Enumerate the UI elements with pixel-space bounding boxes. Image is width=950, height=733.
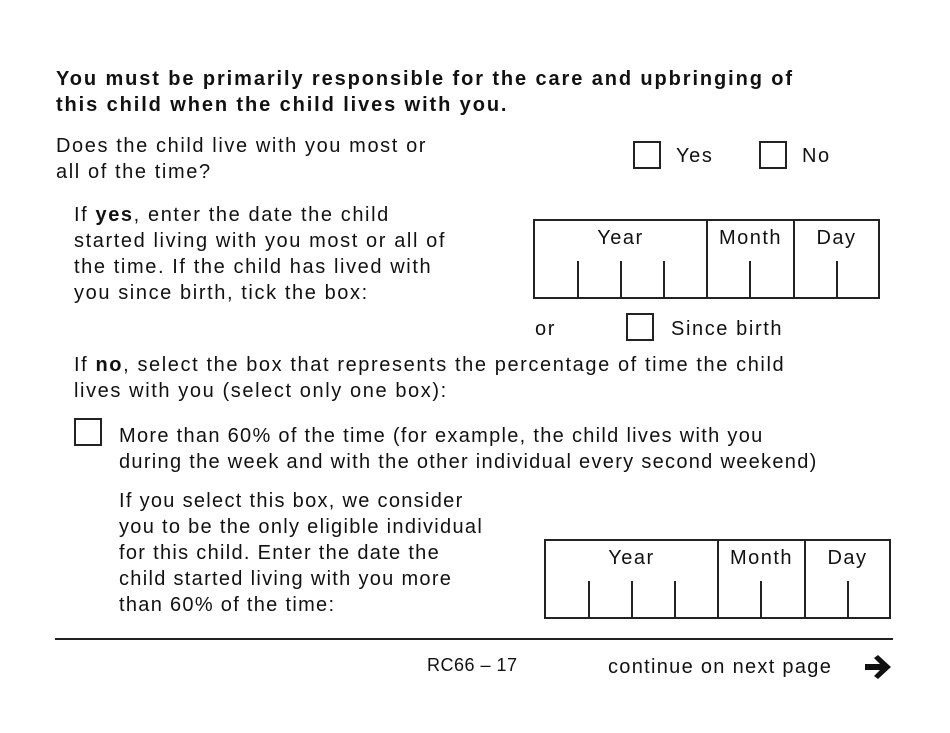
more-than-60-checkbox[interactable] <box>74 418 102 446</box>
day-field[interactable] <box>806 541 889 617</box>
sixty-percent-date-box <box>544 539 891 619</box>
month-field[interactable] <box>708 221 795 297</box>
explanation-line3: for this child. Enter the date the <box>119 542 441 564</box>
or-label: or <box>535 318 556 340</box>
if-no-line1 <box>74 352 785 378</box>
month-field[interactable] <box>719 541 806 617</box>
digit-divider <box>749 261 751 297</box>
if-yes-line3: the time. If the child has lived with <box>74 256 433 278</box>
footer-divider <box>55 638 893 640</box>
month-label: Month <box>718 227 783 249</box>
if-yes-line4: you since birth, tick the box: <box>74 282 369 304</box>
digit-divider <box>577 261 579 297</box>
yes-checkbox[interactable] <box>633 141 661 169</box>
year-field[interactable] <box>546 541 719 617</box>
if-no-line2: lives with you (select only one box): <box>74 380 448 402</box>
continue-label: continue on next page <box>608 656 833 678</box>
if-yes-keyword: yes <box>95 204 134 226</box>
if-no-keyword: no <box>95 354 124 376</box>
if-yes-line1-rest: , enter the date the child <box>133 204 390 226</box>
since-birth-checkbox[interactable] <box>626 313 654 341</box>
digit-divider <box>674 581 676 617</box>
more-than-60-line1: More than 60% of the time (for example, the child lives with you <box>119 425 764 447</box>
if-yes-line1 <box>74 202 390 228</box>
no-label: No <box>802 145 831 167</box>
digit-divider <box>836 261 838 297</box>
question-line2: all of the time? <box>56 161 212 183</box>
day-field[interactable] <box>795 221 878 297</box>
explanation-line4: child started living with you more <box>119 568 453 590</box>
digit-divider <box>620 261 622 297</box>
if-no-prefix: If <box>74 354 96 376</box>
explanation-line5: than 60% of the time: <box>119 594 336 616</box>
question-line1: Does the child live with you most or <box>56 135 428 157</box>
explanation-line1: If you select this box, we consider <box>119 490 464 512</box>
year-label: Year <box>597 227 644 249</box>
form-id: RC66 – 17 <box>427 655 518 675</box>
more-than-60-line2: during the week and with the other individual every second weekend) <box>119 451 818 473</box>
digit-divider <box>663 261 665 297</box>
digit-divider <box>588 581 590 617</box>
day-label: Day <box>816 227 857 249</box>
if-yes-line2: started living with you most or all of <box>74 230 447 252</box>
since-birth-label: Since birth <box>671 318 784 340</box>
yes-label: Yes <box>676 145 714 167</box>
if-yes-prefix: If <box>74 204 96 226</box>
explanation-line2: you to be the only eligible individual <box>119 516 484 538</box>
month-label: Month <box>729 547 794 569</box>
digit-divider <box>631 581 633 617</box>
day-label: Day <box>827 547 868 569</box>
section-heading-line1: You must be primarily responsible for the care and upbringing of <box>56 68 794 90</box>
year-label: Year <box>608 547 655 569</box>
digit-divider <box>847 581 849 617</box>
no-checkbox[interactable] <box>759 141 787 169</box>
digit-divider <box>760 581 762 617</box>
year-field[interactable] <box>535 221 708 297</box>
start-date-box <box>533 219 880 299</box>
section-heading-line2: this child when the child lives with you. <box>56 94 509 116</box>
if-no-line1-rest: , select the box that represents the percentage of time the child <box>123 354 786 376</box>
arrow-right-icon <box>863 655 893 679</box>
